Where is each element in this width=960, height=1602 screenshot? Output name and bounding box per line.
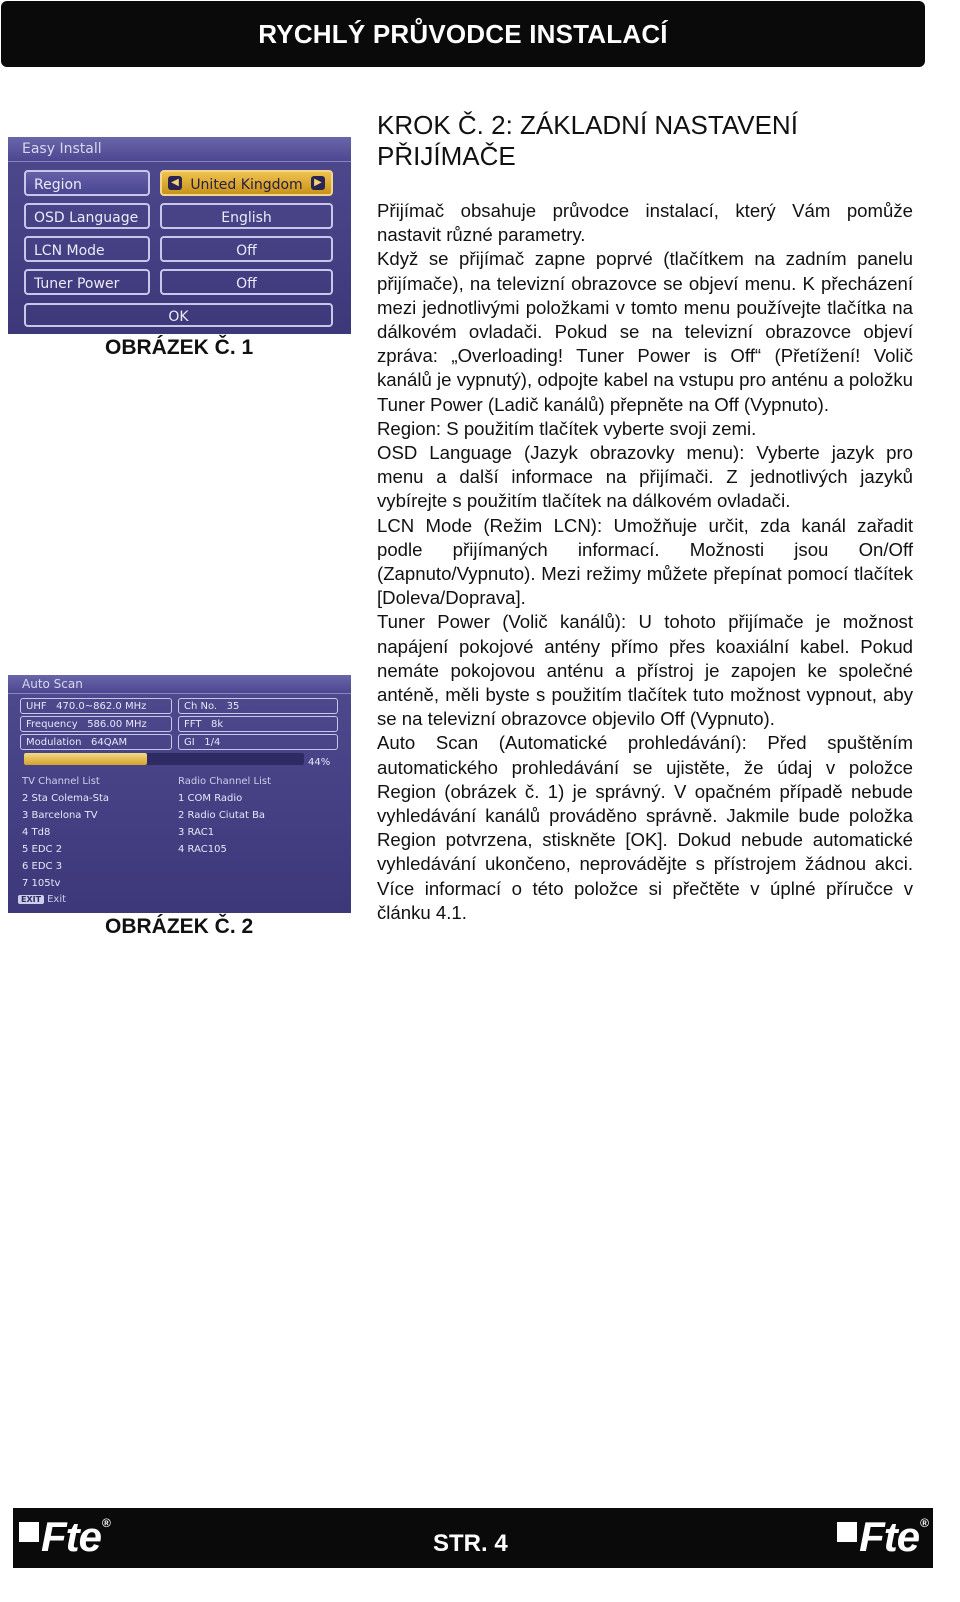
body-paragraph: Přijímač obsahuje průvodce instalací, který Vám pomůže nastavit různé parametry. [377,200,913,246]
tv-channel-item: 6 EDC 3 [22,861,63,872]
body-paragraph: Tuner Power (Volič kanálů): U tohoto přijímače je možnost napájení pokojové antény přímo přes koaxiální kabel. Pokud nemáte pokojovou anténu a přístroj je zapojen ke společné anténě, měli byste s použitím tlačítek tuto možnost vypnout, aby se na televizní obrazovce objevilo Off (Vypnuto). [377,611,913,730]
figure1-caption: OBRÁZEK Č. 1 [105,336,254,359]
scan-progress-fill [24,753,147,765]
tv-channel-list [22,773,109,892]
figure1-screenshot [8,137,351,334]
section-body [377,199,913,925]
radio-channel-item: 3 RAC1 [178,827,215,838]
registered-mark: ® [920,1516,929,1530]
figure1-screen-title: Easy Install [8,137,351,162]
logo-square-icon [837,1522,857,1542]
footer-bar [13,1508,933,1568]
logo-right-text: Fte [859,1513,920,1560]
section-title [377,110,917,172]
menu-value-tuner-power: Off [160,269,333,295]
radio-channel-item: 4 RAC105 [178,844,227,855]
radio-channel-item: 2 Radio Ciutat Ba [178,810,266,821]
figure2-screen-title: Auto Scan [8,675,351,694]
section-title-line1: KROK Č. 2: ZÁKLADNÍ NASTAVENÍ [377,110,798,140]
menu-label-lcn-mode: LCN Mode [24,236,150,262]
exit-hint-label: Exit [47,894,67,905]
info-fft: FFT 8k [178,716,338,732]
scan-progress-percent: 44% [308,757,331,768]
chevron-left-icon: ◀ [168,176,182,190]
menu-label-region: Region [24,170,150,196]
menu-value-region [160,170,333,196]
tv-channel-item: 2 Sta Colema-Sta [22,793,110,804]
menu-row-osd-language [24,202,333,230]
menu-row-lcn-mode [24,235,333,263]
menu-row-region [24,169,333,197]
tv-channel-item: 5 EDC 2 [22,844,63,855]
info-modulation: Modulation 64QAM [20,734,172,750]
logo-square-icon [19,1522,39,1542]
menu-label-osd-language: OSD Language [24,203,150,229]
tv-channel-item: 7 105tv [22,878,61,889]
body-paragraph: OSD Language (Jazyk obrazovky menu): Vyberte jazyk pro menu a další informace na přijímači. Z jednotlivých jazyků vybírejte s použitím tlačítek na dálkovém ovladači. [377,442,913,512]
tv-channel-list-title: TV Channel List [22,776,100,787]
menu-value-osd-language: English [160,203,333,229]
body-paragraph: Auto Scan (Automatické prohledávání): Před spuštěním automatického prohledávání se ujistěte, že údaj v položce Region (obrázek č. 1) je správný. V opačném případě nebude vyhledávání kanálů prováděno správně. Jakmile bude položka Region potvrzena, stiskněte [OK]. Dokud nebude automatické vyhledávání ukončeno, neprovádějte s přístrojem žádnou akci. Více informací o této položce si přečtěte v úplné příručce v článku 4.1. [377,732,913,923]
fte-logo-right [837,1513,929,1562]
scan-progress-bar [24,753,304,765]
body-paragraph: LCN Mode (Režim LCN): Umožňuje určit, zda kanál zařadit podle přijímaných informací. Možnosti jsou On/Off (Zapnuto/Vypnuto). Mezi režimy můžete přepínat pomocí tlačítek [Doleva/Doprava]. [377,514,913,609]
info-ch-no: Ch No. 35 [178,698,338,714]
radio-channel-list [178,773,271,858]
tv-channel-item: 4 Td8 [22,827,51,838]
tv-channel-item: 3 Barcelona TV [22,810,98,821]
info-frequency: Frequency 586.00 MHz [20,716,172,732]
menu-value-lcn-mode: Off [160,236,333,262]
logo-left-text: Fte [41,1513,101,1560]
figure2-screenshot [8,675,351,913]
chevron-right-icon: ▶ [311,176,325,190]
section-title-line2: PŘIJÍMAČE [377,141,516,171]
page-header-title: RYCHLÝ PRŮVODCE INSTALACÍ [258,18,668,49]
menu-row-tuner-power [24,268,333,296]
body-paragraph: Region: S použitím tlačítek vyberte svoji zemi. [377,417,757,439]
exit-hint [18,894,66,905]
radio-channel-list-title: Radio Channel List [178,776,271,787]
registered-mark: ® [102,1516,111,1530]
menu-label-tuner-power: Tuner Power [24,269,150,295]
info-gi: GI 1/4 [178,734,338,750]
menu-ok-button: OK [24,303,333,327]
page-number: STR. 4 [433,1530,508,1557]
fte-logo-left [19,1513,111,1562]
info-uhf: UHF 470.0~862.0 MHz [20,698,172,714]
radio-channel-item: 1 COM Radio [178,793,243,804]
body-paragraph: Když se přijímač zapne poprvé (tlačítkem na zadním panelu přijímače), na televizní obrazovce se objeví menu. K přecházení mezi jednotlivými položkami v tomto menu používejte tlačítka na dálkovém ovladači. Pokud se na televizní obrazovce objeví zpráva: „Overloading! Tuner Power is Off“ (Přetížení! Volič kanálů je vypnutý), odpojte kabel na vstupu pro anténu a položku Tuner Power (Ladič kanálů) přepněte na Off (Vypnuto). [377,248,913,415]
exit-key-icon: EXIT [18,895,44,904]
figure2-caption: OBRÁZEK Č. 2 [105,915,254,938]
header-bar [1,1,925,67]
menu-value-region-text: United Kingdom [190,177,303,193]
